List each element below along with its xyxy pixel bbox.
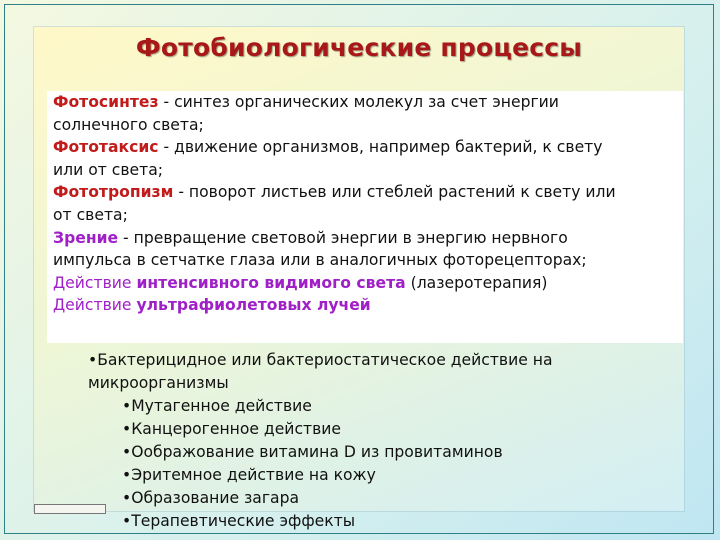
- term-phototaxis: Фототаксис: [53, 138, 159, 157]
- term-vision: Зрение: [53, 228, 119, 247]
- definition-photosynthesis-line2: солнечного света;: [53, 115, 204, 134]
- definition-phototropism-line2: от света;: [53, 205, 128, 224]
- effect-bactericidal-line2: микроорганизмы: [88, 374, 229, 392]
- slide: [34, 27, 684, 530]
- definition-phototaxis-line1: Фототаксис - движение организмов, например бактерий, к свету: [53, 138, 603, 157]
- definition-phototaxis-line2: или от света;: [53, 160, 164, 179]
- action-uv-rays: Действие ультрафиолетовых лучей: [53, 296, 371, 315]
- slide-title: Фотобиологические процессы: [135, 33, 583, 62]
- effect-item: •Канцерогенное действие: [122, 420, 342, 438]
- term-photosynthesis: Фотосинтез: [53, 93, 159, 111]
- corner-box: [34, 504, 106, 514]
- effect-item: •Мутагенное действие: [122, 397, 312, 415]
- effect-item: •Эритемное действие на кожу: [122, 466, 376, 484]
- definition-photosynthesis-line1: Фотосинтез - синтез органических молекул за счет энергии: [53, 93, 559, 111]
- definition-vision-line2: импульса в сетчатке глаза или в аналогичных фоторецепторах;: [53, 251, 587, 270]
- effect-item: •Образование загара: [122, 489, 300, 507]
- definitions-box: [47, 91, 683, 343]
- effect-item: •Терапевтические эффекты: [122, 512, 356, 530]
- action-visible-light: Действие интенсивного видимого света (лазеротерапия): [53, 273, 548, 292]
- effect-bactericidal-line1: •Бактерицидное или бактериостатическое действие на: [88, 351, 553, 369]
- definition-vision-line1: Зрение - превращение световой энергии в энергию нервного: [53, 228, 568, 247]
- uv-effects-list: [88, 349, 678, 533]
- term-phototropism: Фототропизм: [53, 183, 174, 202]
- effect-item: •Оображование витамина D из провитаминов: [122, 443, 503, 461]
- definition-phototropism-line1: Фототропизм - поворот листьев или стеблей растений к свету или: [53, 183, 616, 202]
